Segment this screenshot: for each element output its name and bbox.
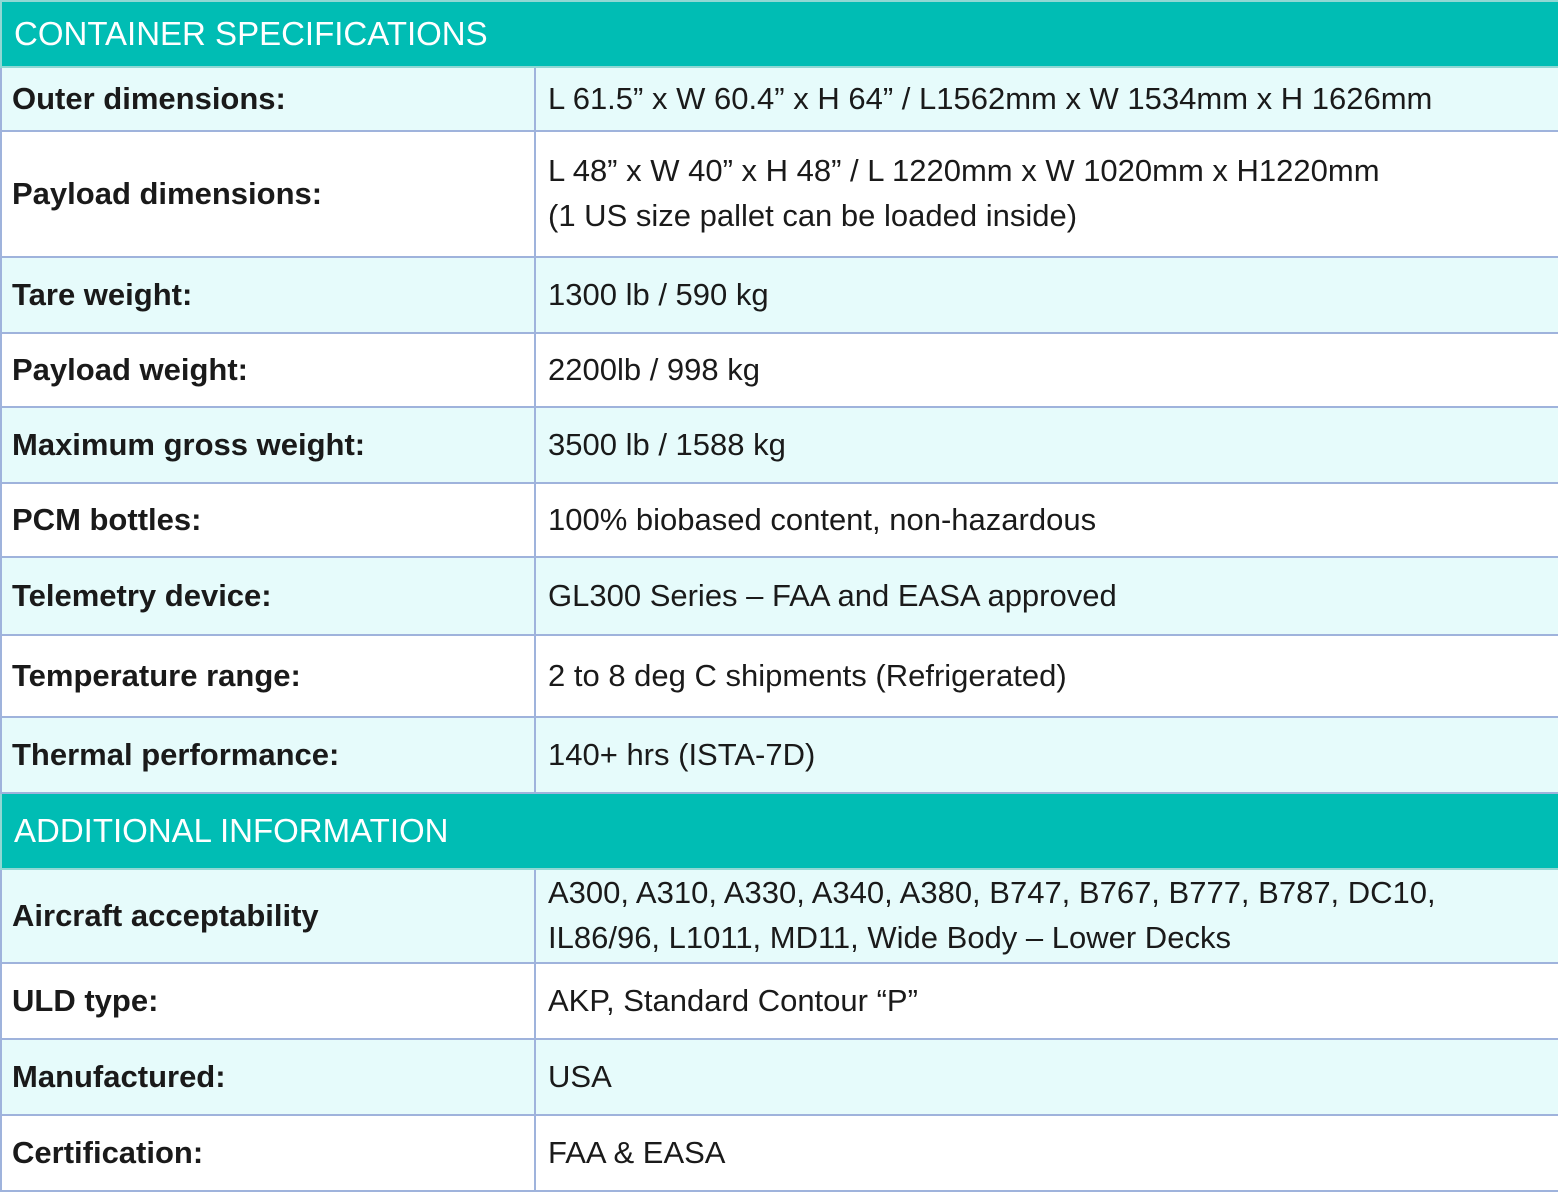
row-label: Temperature range: <box>1 635 535 717</box>
row-value: 140+ hrs (ISTA-7D) <box>535 717 1558 793</box>
table-row <box>1 333 1558 407</box>
row-label: Tare weight: <box>1 257 535 333</box>
table-row <box>1 717 1558 793</box>
row-value: L 61.5” x W 60.4” x H 64” / L1562mm x W 1534mm x H 1626mm <box>535 67 1558 131</box>
row-value: FAA & EASA <box>535 1115 1558 1191</box>
row-label: Maximum gross weight: <box>1 407 535 483</box>
table-row <box>1 635 1558 717</box>
table-row <box>1 869 1558 963</box>
row-label: Certification: <box>1 1115 535 1191</box>
row-value: A300, A310, A330, A340, A380, B747, B767, B777, B787, DC10, IL86/96, L1011, MD11, Wide Body – Lower Decks <box>535 869 1558 963</box>
row-label: Payload weight: <box>1 333 535 407</box>
row-value: GL300 Series – FAA and EASA approved <box>535 557 1558 635</box>
row-value: USA <box>535 1039 1558 1115</box>
row-label: Aircraft acceptability <box>1 869 535 963</box>
row-label: Outer dimensions: <box>1 67 535 131</box>
section-header-additional-information <box>1 793 1558 869</box>
row-label: Telemetry device: <box>1 557 535 635</box>
row-value: 2200lb / 998 kg <box>535 333 1558 407</box>
table-row <box>1 257 1558 333</box>
table-row <box>1 407 1558 483</box>
table-row <box>1 483 1558 557</box>
table-row <box>1 1115 1558 1191</box>
row-value: AKP, Standard Contour “P” <box>535 963 1558 1039</box>
row-value: 1300 lb / 590 kg <box>535 257 1558 333</box>
table-row <box>1 67 1558 131</box>
row-value: L 48” x W 40” x H 48” / L 1220mm x W 1020mm x H1220mm (1 US size pallet can be loaded inside) <box>535 131 1558 257</box>
row-label: Manufactured: <box>1 1039 535 1115</box>
row-value: 3500 lb / 1588 kg <box>535 407 1558 483</box>
row-label: PCM bottles: <box>1 483 535 557</box>
section-header-container-specifications <box>1 1 1558 67</box>
table-row <box>1 963 1558 1039</box>
table-row <box>1 557 1558 635</box>
section-title: CONTAINER SPECIFICATIONS <box>1 1 1558 67</box>
row-value: 100% biobased content, non-hazardous <box>535 483 1558 557</box>
table-row <box>1 1039 1558 1115</box>
row-value: 2 to 8 deg C shipments (Refrigerated) <box>535 635 1558 717</box>
row-label: Thermal performance: <box>1 717 535 793</box>
table-row <box>1 131 1558 257</box>
section-title: ADDITIONAL INFORMATION <box>1 793 1558 869</box>
row-label: Payload dimensions: <box>1 131 535 257</box>
row-label: ULD type: <box>1 963 535 1039</box>
